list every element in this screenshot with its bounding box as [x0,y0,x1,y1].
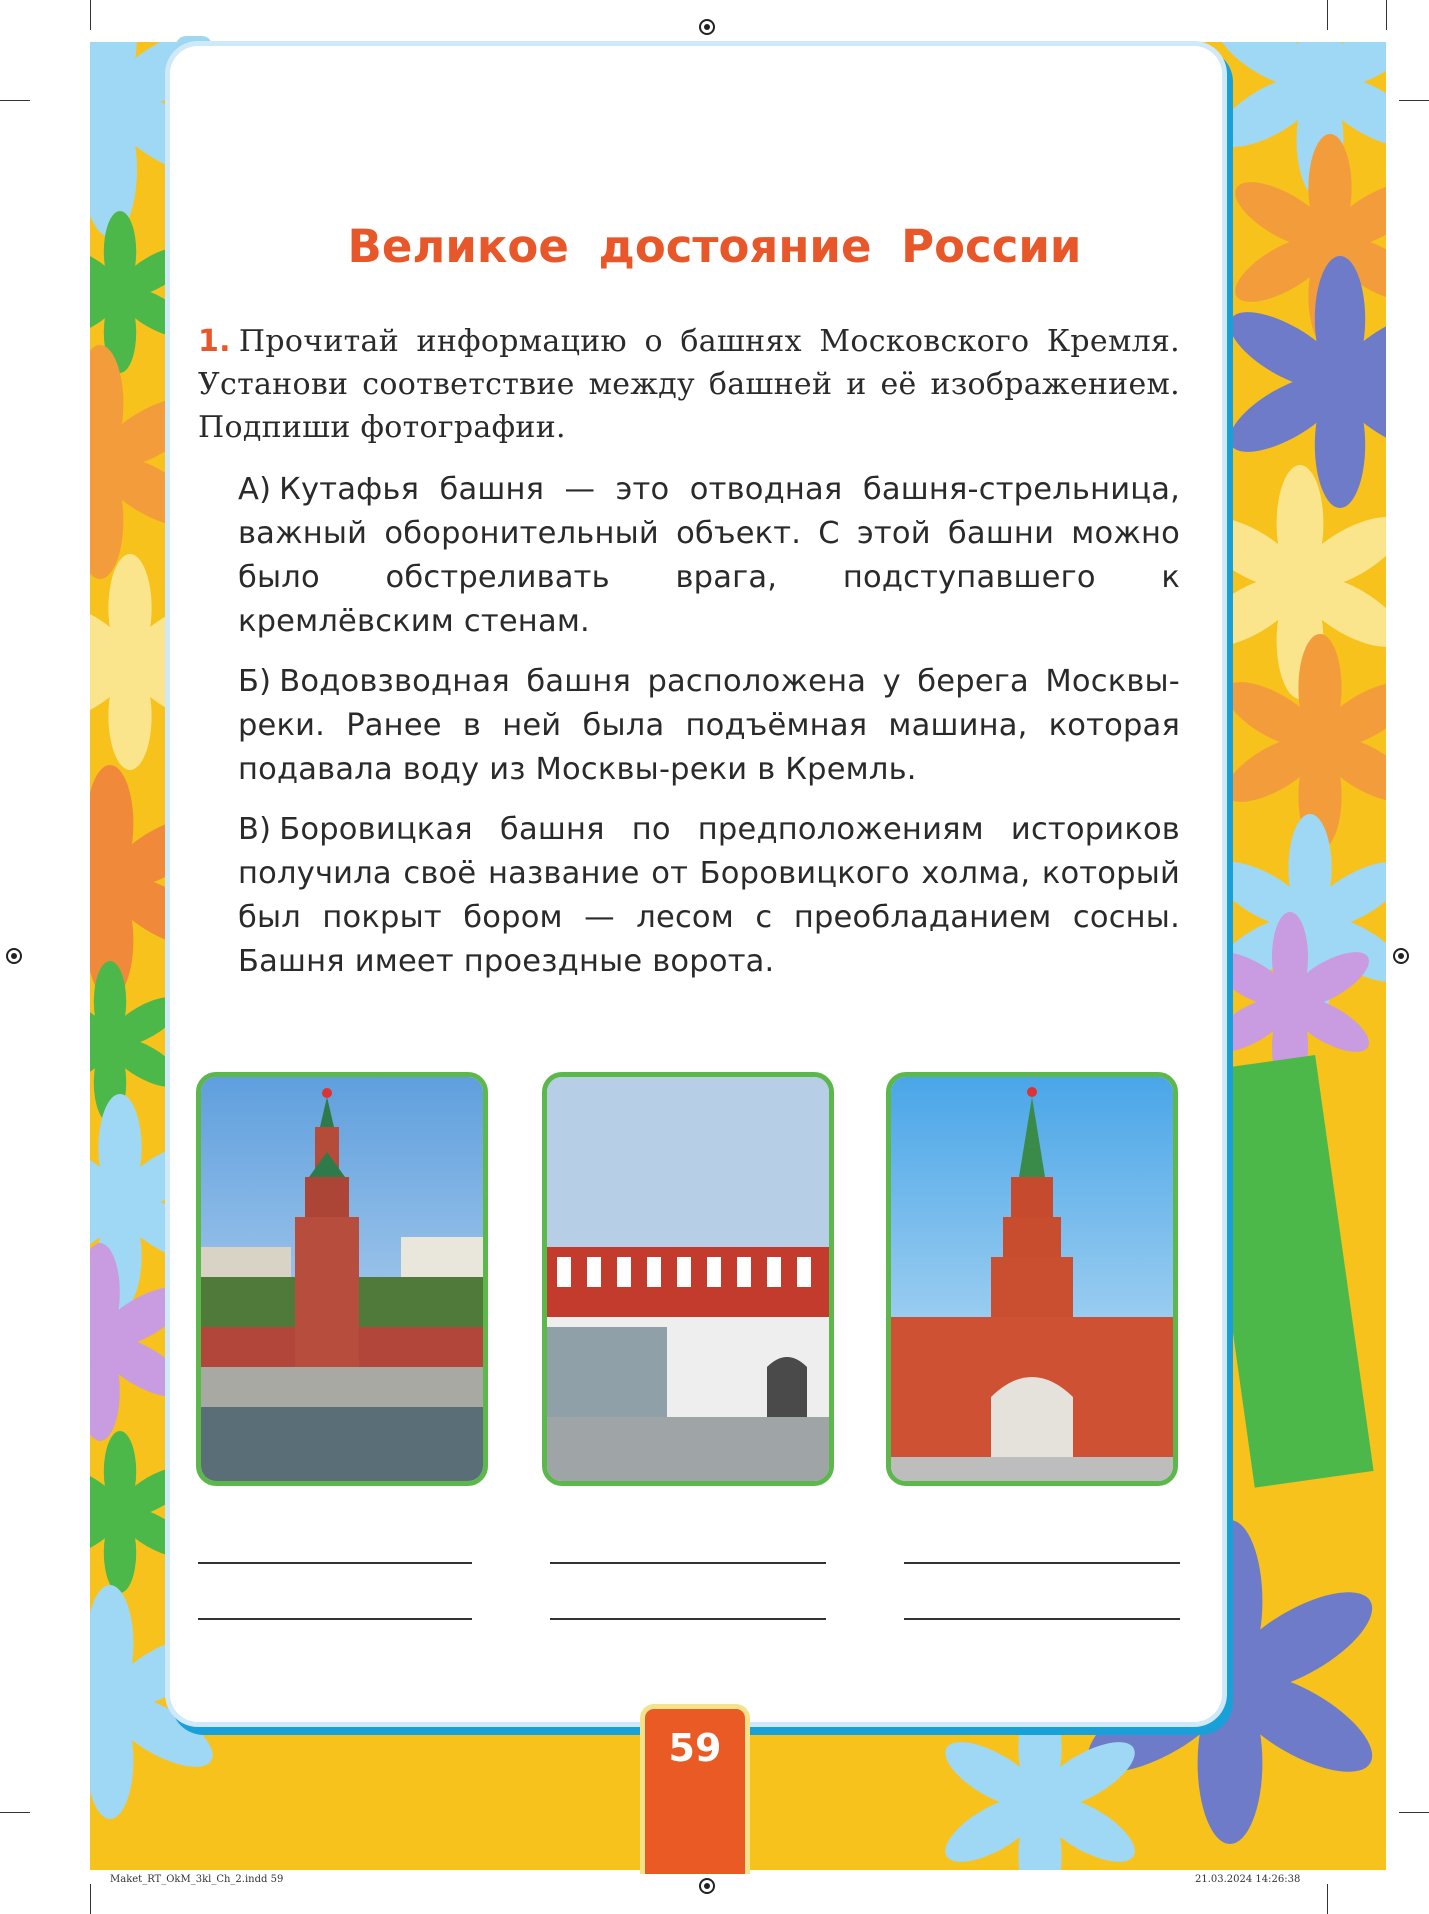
answer-line[interactable] [904,1562,1180,1564]
crop-mark [1399,1812,1429,1813]
answer-line[interactable] [550,1618,826,1620]
kutafya-tower-photo [542,1072,834,1486]
answer-line[interactable] [198,1618,472,1620]
registration-mark [699,19,715,35]
task-number: 1. [198,324,231,359]
crop-mark [1327,0,1328,30]
crop-mark [90,0,91,30]
task-text: Прочитай информацию о башнях Московского Кремля. Установи соответствие между башней и её изображением. Подпиши фотографии. [198,324,1180,445]
paragraph-c [238,808,1180,984]
answer-line[interactable] [904,1618,1180,1620]
crop-mark [0,100,30,101]
crop-mark [1386,0,1387,30]
crop-mark [90,1884,91,1914]
crop-mark [0,1812,30,1813]
registration-mark [1393,948,1409,964]
paragraph-letter: Б) [238,664,272,699]
crop-mark [1327,1884,1328,1914]
answer-line[interactable] [198,1562,472,1564]
paragraph-text: Водовзводная башня расположена у берега Москвы-реки. Ранее в ней была подъёмная машина, которая подавала воду из Москвы-реки в Кремль. [238,664,1180,787]
footer-file-info: Maket_RT_OkM_3kl_Ch_2.indd 59 [110,1874,284,1885]
borovitskaya-tower-photo [886,1072,1178,1486]
paragraph-b [238,660,1180,792]
page-title: Великое достояние России [347,220,1082,273]
paragraph-text: Боровицкая башня по предположениям историков получила своё название от Боровицкого холма, который был покрыт бором — лесом с преобладанием сосны. Башня имеет проездные ворота. [238,812,1180,979]
paragraph-text: Кутафья башня — это отводная башня-стрельница, важный оборонительный объект. С этой башни можно было обстреливать врага, подступавшего к кремлёвским стенам. [238,472,1180,639]
footer-timestamp: 21.03.2024 14:26:38 [1195,1874,1301,1885]
registration-mark [6,948,22,964]
vodovzvodnaya-tower-photo [196,1072,488,1486]
task-instruction [198,320,1180,449]
registration-mark [699,1878,715,1894]
page-number: 59 [668,1726,722,1770]
answer-line[interactable] [550,1562,826,1564]
paragraph-a [238,468,1180,644]
crop-mark [1399,100,1429,101]
paragraph-letter: А) [238,472,272,507]
paragraph-letter: В) [238,812,272,847]
